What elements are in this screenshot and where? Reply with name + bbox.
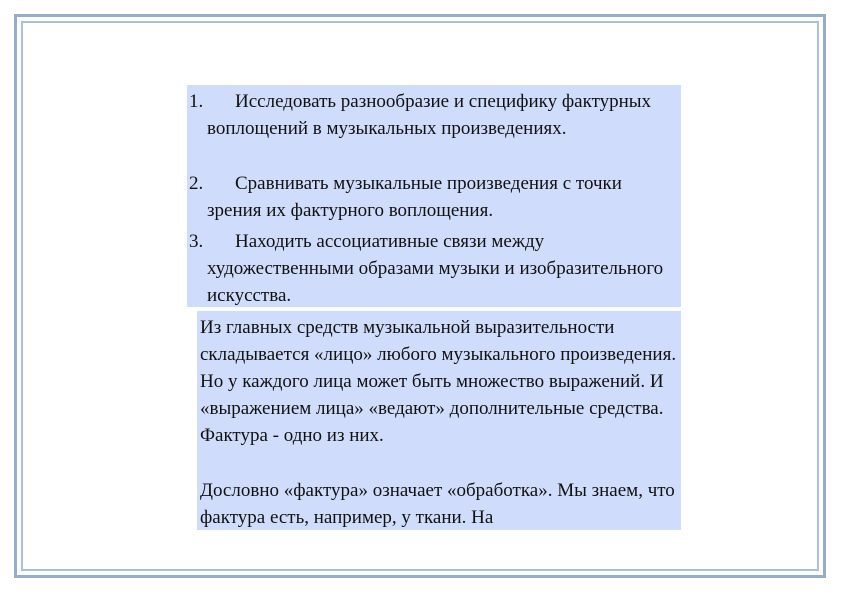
- goals-list: [187, 85, 681, 307]
- intro-paragraph-1: Из главных средств музыкальной выразительности складывается «лицо» любого музыкального произведения. Но у каждого лица может быть множество выражений. И «выражением лица» «ведают» дополнительные средства. Фактура - одно из них.: [200, 317, 677, 446]
- intro-text-block: [197, 311, 681, 530]
- goal-item-3: [187, 228, 681, 309]
- goal-number: 2.: [189, 173, 204, 194]
- goal-number: 3.: [189, 231, 204, 252]
- goal-text: Исследовать разнообразие и специфику фактурных воплощений в музыкальных произведениях.: [207, 91, 652, 139]
- goal-text: Сравнивать музыкальные произведения с точки зрения их фактурного воплощения.: [207, 173, 622, 221]
- goal-item-2: [187, 170, 681, 224]
- goal-text: Находить ассоциативные связи между художественными образами музыки и изобразительного искусства.: [207, 231, 664, 306]
- intro-paragraph-2: Дословно «фактура» означает «обработка». Мы знаем, что фактура есть, например, у ткани. На: [200, 480, 675, 528]
- goal-number: 1.: [189, 91, 204, 112]
- goal-item-1: [187, 88, 681, 142]
